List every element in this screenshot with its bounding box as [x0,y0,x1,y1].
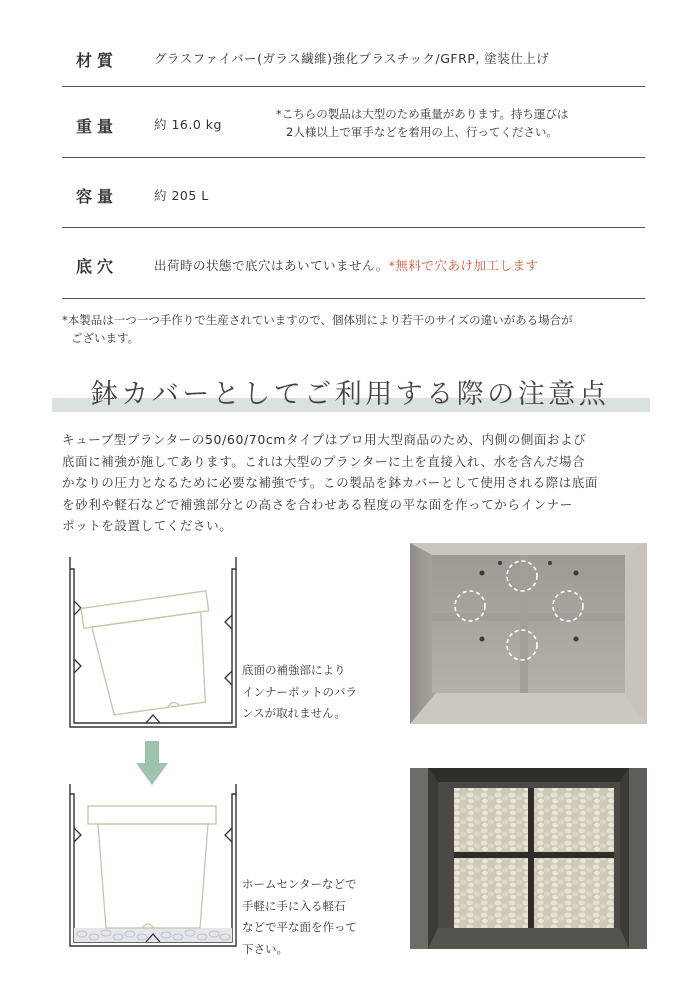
interior-reinforcement-photo [410,543,647,724]
section-title: 鉢カバーとしてご利用する際の注意点 [90,379,610,410]
inner-pot [88,806,216,928]
weight-note [276,105,568,141]
spec-value: 約 205 L [154,188,209,203]
level-pot-diagram [62,778,242,950]
caption-line: ンスが取れません。 [242,706,346,720]
caption-line: などで平な面を作って [242,920,357,934]
caption-line: インナーポットのバラ [242,684,357,699]
caption-level [242,874,357,960]
caption-tilted [242,660,357,725]
spec-value: 約 16.0 kg [154,117,222,132]
pumice-layer [74,928,232,942]
drill-service-note: *無料で穴あけ加工します [388,258,539,273]
spec-row-weight [62,87,645,158]
spec-label: 重量 [76,117,119,136]
footnote [62,311,652,347]
spec-row-drain-hole [62,228,645,299]
spec-value: グラスファイバー(ガラス繊維)強化プラスチック/GFRP, 塗装仕上げ [154,51,550,66]
paragraph-line: を砂利や軽石などで補強部分との高さを合わせある程度の平な面を作ってからインナー [62,496,573,512]
spec-table [62,18,645,299]
spec-value [154,256,539,274]
caption-line: 底面の補強部により [242,663,346,677]
reinforcement-ribs [74,601,232,723]
reinforcement-ribs [74,828,232,942]
spec-label: 容量 [76,187,119,206]
spec-label: 材質 [76,51,119,70]
footnote-line: *本製品は一つ一つ手作りで生産されていますので、個体別により若干のサイズの違いがある場合が [62,313,573,327]
caption-line: ホームセンターなどで [242,877,357,891]
caption-line: 下さい。 [242,941,288,956]
pumice-filled-photo [410,768,647,949]
paragraph-line: キューブ型プランターの50/60/70cmタイプはプロ用大型商品のため、内側の側面および [62,432,587,447]
spec-row-material [62,18,645,87]
caption-line: 手軽に手に入る軽石 [242,898,346,913]
drain-hole-text: 出荷時の状態で底穴はあいていません。 [154,258,389,273]
tilted-pot-diagram [62,553,242,731]
inner-pot [81,591,221,717]
weight-note-line: 2人様以上で軍手などを着用の上、行ってください。 [286,125,558,139]
footnote-line: ございます。 [71,331,140,345]
weight-note-line: *こちらの製品は大型のため重量があります。持ち運びは [276,107,569,121]
paragraph-line: ポットを設置してください。 [62,518,233,533]
spec-row-capacity [62,158,645,228]
usage-paragraph [62,429,652,537]
paragraph-line: かなりの圧力となるために必要な補強です。この製品を鉢カバーとして使用される際は底面 [62,475,599,490]
paragraph-line: 底面に補強が施してあります。これは大型のプランターに土を直接入れ、水を含んだ場合 [62,453,586,469]
spec-label: 底穴 [76,257,119,276]
